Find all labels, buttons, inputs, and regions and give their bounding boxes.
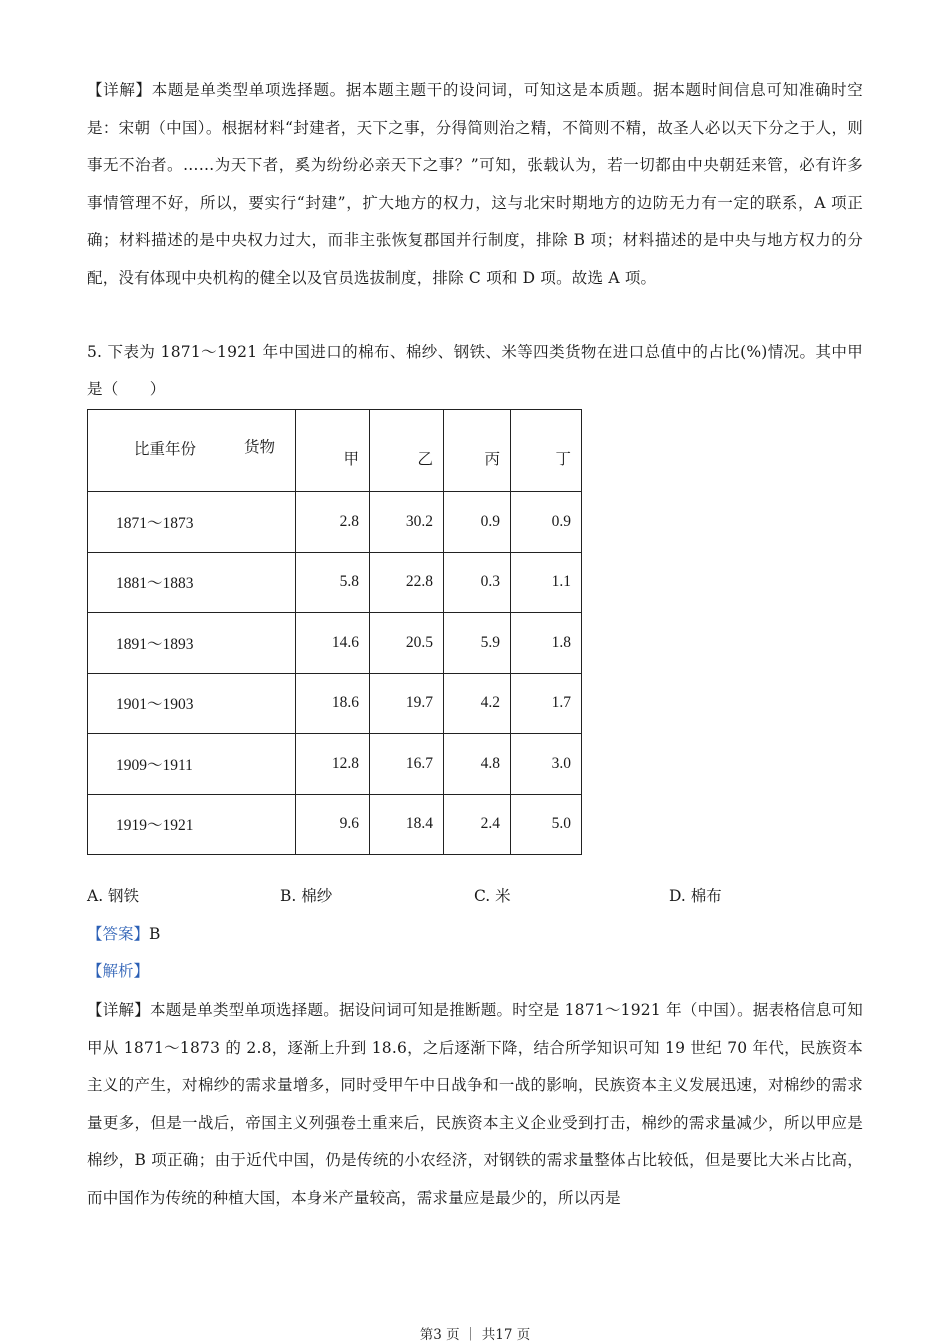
option-c: C. 米 — [474, 887, 511, 905]
value-cell: 9.6 — [296, 794, 370, 855]
detail-tag: 【详解】 — [87, 81, 152, 99]
value-cell: 14.6 — [296, 613, 370, 674]
detail-paragraph-2 — [87, 992, 863, 1217]
header-corner-cell — [88, 410, 296, 492]
header-year-label: 比重年份 — [134, 441, 197, 458]
table-row — [88, 552, 582, 613]
value-cell: 12.8 — [296, 734, 370, 795]
value-cell: 1.7 — [511, 673, 582, 734]
table-header-row — [88, 410, 582, 492]
value-cell: 1.8 — [511, 613, 582, 674]
detail-paragraph-1 — [87, 72, 863, 297]
value-cell: 5.8 — [296, 552, 370, 613]
analysis-heading — [87, 959, 149, 981]
value-cell: 22.8 — [370, 552, 444, 613]
import-share-table — [87, 409, 582, 855]
year-cell: 1881～1883 — [88, 552, 296, 613]
option-a: A. 钢铁 — [87, 887, 140, 905]
table-row — [88, 613, 582, 674]
table-row — [88, 492, 582, 553]
value-cell: 0.9 — [511, 492, 582, 553]
value-cell: 0.9 — [444, 492, 511, 553]
question-stem-text: 下表为 1871～1921 年中国进口的棉布、棉纱、钢铁、米等四类货物在进口总值中的占比(%)情况。其中甲是（ ） — [87, 343, 863, 398]
question-5-stem — [87, 334, 863, 408]
table-row — [88, 673, 582, 734]
answer-value: B — [149, 925, 161, 943]
value-cell: 2.8 — [296, 492, 370, 553]
table-row — [88, 734, 582, 795]
detail-text: 本题是单类型单项选择题。据设问词可知是推断题。时空是 1871～1921 年（中国）。据表格信息可知甲从 1871～1873 的 2.8，逐渐上升到 18.6，之后逐渐下降，结合所学知识可知 19 世纪 70 年代，民族资本主义的产生，对棉纱的需求量增多，同时受甲午中日战争和一战的影响，民族资本主义发展迅速，对棉纱的需求量更多，但是一战后，帝国主义列强卷土重来后，民族资本主义企业受到打击，棉纱的需求量减少，所以甲应是棉纱，B 项正确；由于近代中国，仍是传统的小农经济，对钢铁的需求量整体占比较低，但是要比大米占比高，而中国作为传统的种植大国，本身米产量较高，需求量应是最少的，所以丙是 — [87, 1001, 863, 1207]
column-header: 乙 — [370, 410, 444, 492]
question-number: 5. — [87, 343, 103, 361]
value-cell: 30.2 — [370, 492, 444, 553]
column-header: 甲 — [296, 410, 370, 492]
analysis-tag: 【解析】 — [87, 962, 150, 980]
value-cell: 1.1 — [511, 552, 582, 613]
value-cell: 5.9 — [444, 613, 511, 674]
value-cell: 20.5 — [370, 613, 444, 674]
option-b: B. 棉纱 — [280, 887, 333, 905]
value-cell: 4.8 — [444, 734, 511, 795]
year-cell: 1871～1873 — [88, 492, 296, 553]
value-cell: 19.7 — [370, 673, 444, 734]
header-goods-label: 货物 — [244, 439, 276, 456]
column-header: 丙 — [444, 410, 511, 492]
value-cell: 0.3 — [444, 552, 511, 613]
value-cell: 3.0 — [511, 734, 582, 795]
value-cell: 5.0 — [511, 794, 582, 855]
value-cell: 18.6 — [296, 673, 370, 734]
value-cell: 2.4 — [444, 794, 511, 855]
value-cell: 18.4 — [370, 794, 444, 855]
year-cell: 1919～1921 — [88, 794, 296, 855]
detail-text: 本题是单类型单项选择题。据本题主题干的设问词，可知这是本质题。据本题时间信息可知准确时空是：宋朝（中国）。根据材料“封建者，天下之事，分得简则治之精，不简则不精，故圣人必以天下分之于人，则事无不治者。……为天下者，奚为纷纷必亲天下之事？”可知，张载认为，若一切都由中央朝廷来管，必有许多事情管理不好，所以，要实行“封建”，扩大地方的权力，这与北宋时期地方的边防无力有一定的联系，A 项正确；材料描述的是中央权力过大，而非主张恢复郡国并行制度，排除 B 项；材料描述的是中央与地方权力的分配，没有体现中央机构的健全以及官员选拔制度，排除 C 项和 D 项。故选 A 项。 — [87, 81, 863, 287]
answer-options — [87, 884, 863, 910]
year-cell: 1891～1893 — [88, 613, 296, 674]
table-row — [88, 794, 582, 855]
answer-tag: 【答案】 — [87, 925, 150, 943]
value-cell: 16.7 — [370, 734, 444, 795]
answer-line — [87, 922, 160, 944]
detail-tag: 【详解】 — [87, 1001, 150, 1019]
year-cell: 1901～1903 — [88, 673, 296, 734]
option-d: D. 棉布 — [669, 887, 722, 905]
year-cell: 1909～1911 — [88, 734, 296, 795]
page-footer: 第3 页 ｜ 共17 页 — [419, 1327, 531, 1343]
column-header: 丁 — [511, 410, 582, 492]
value-cell: 4.2 — [444, 673, 511, 734]
